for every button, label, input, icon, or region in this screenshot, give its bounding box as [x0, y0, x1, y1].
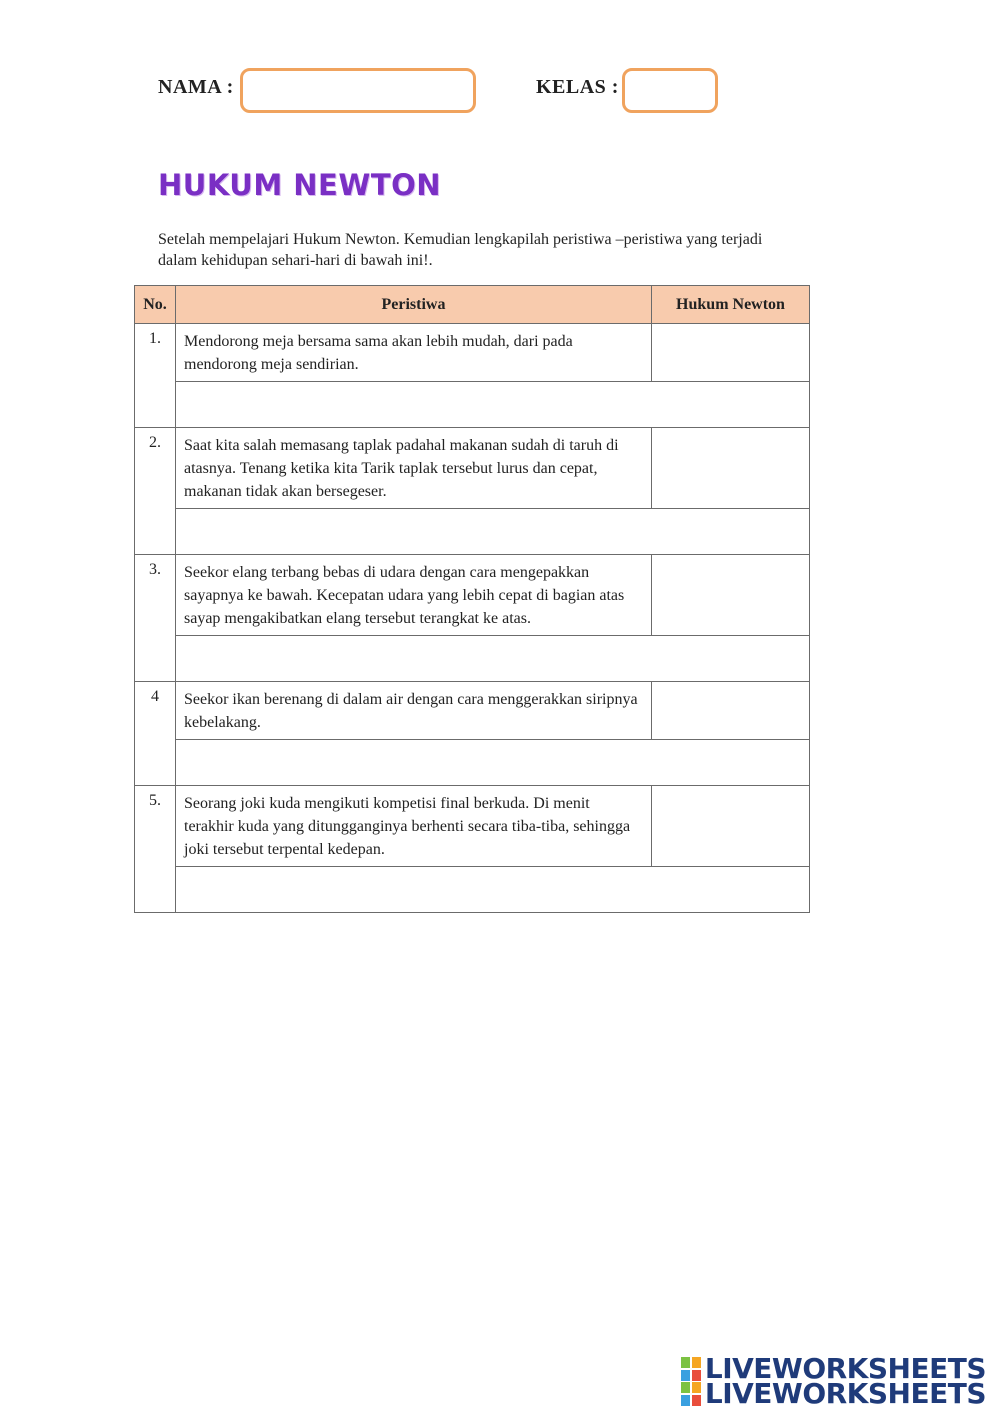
- table-row: [135, 428, 810, 509]
- event-text: Mendorong meja bersama sama akan lebih mudah, dari pada mendorong meja sendirian.: [176, 324, 652, 382]
- event-text: Seorang joki kuda mengikuti kompetisi final berkuda. Di menit terakhir kuda yang ditungganginya berhenti secara tiba-tiba, sehingga joki tersebut terpental kedepan.: [176, 786, 652, 867]
- table-row: [135, 324, 810, 382]
- answer-row: [135, 636, 810, 682]
- row-number: 1.: [135, 324, 176, 428]
- answer-row: [135, 382, 810, 428]
- answer-cell[interactable]: [176, 636, 810, 682]
- answer-cell[interactable]: [176, 509, 810, 555]
- instructions-text: Setelah mempelajari Hukum Newton. Kemudian lengkapilah peristiwa –peristiwa yang terjadi dalam kehidupan sehari-hari di bawah ini!.: [158, 231, 763, 269]
- table-header-row: [135, 286, 810, 324]
- watermark-text-2: LIVEWORKSHEETS: [704, 1377, 986, 1410]
- nama-label: NAMA :: [158, 76, 234, 98]
- row-number: 4: [135, 682, 176, 786]
- nama-input[interactable]: [240, 68, 476, 113]
- answer-cell[interactable]: [176, 867, 810, 913]
- liveworksheets-logo: [681, 1377, 986, 1410]
- row-number: 2.: [135, 428, 176, 555]
- answer-cell[interactable]: [176, 740, 810, 786]
- answer-row: [135, 740, 810, 786]
- hukum-newton-cell[interactable]: [652, 555, 810, 636]
- row-number: 3.: [135, 555, 176, 682]
- answer-row: [135, 867, 810, 913]
- kelas-input[interactable]: [622, 68, 718, 113]
- header-hukum-newton: Hukum Newton: [652, 286, 810, 324]
- kelas-label: KELAS :: [536, 76, 619, 98]
- watermark-text-1: LIVEWORKSHEETS: [704, 1352, 986, 1385]
- hukum-newton-cell[interactable]: [652, 324, 810, 382]
- table-row: [135, 682, 810, 740]
- table-row: [135, 555, 810, 636]
- hukum-newton-cell[interactable]: [652, 786, 810, 867]
- hukum-newton-cell[interactable]: [652, 428, 810, 509]
- events-table: [134, 285, 810, 913]
- event-text: Seekor ikan berenang di dalam air dengan cara menggerakkan siripnya kebelakang.: [176, 682, 652, 740]
- header-no: No.: [135, 286, 176, 324]
- answer-row: [135, 509, 810, 555]
- header-peristiwa: Peristiwa: [176, 286, 652, 324]
- event-text: Seekor elang terbang bebas di udara dengan cara mengepakkan sayapnya ke bawah. Kecepatan udara yang lebih cepat di bagian atas sayap mengakibatkan elang tersebut terangkat ke atas.: [176, 555, 652, 636]
- liveworksheets-mark-icon: [681, 1382, 703, 1408]
- hukum-newton-cell[interactable]: [652, 682, 810, 740]
- worksheet-title: HUKUM NEWTON: [158, 168, 442, 202]
- answer-cell[interactable]: [176, 382, 810, 428]
- table-row: [135, 786, 810, 867]
- event-text: Saat kita salah memasang taplak padahal makanan sudah di taruh di atasnya. Tenang ketika kita Tarik taplak tersebut lurus dan cepat, makanan tidak akan bersegeser.: [176, 428, 652, 509]
- row-number: 5.: [135, 786, 176, 913]
